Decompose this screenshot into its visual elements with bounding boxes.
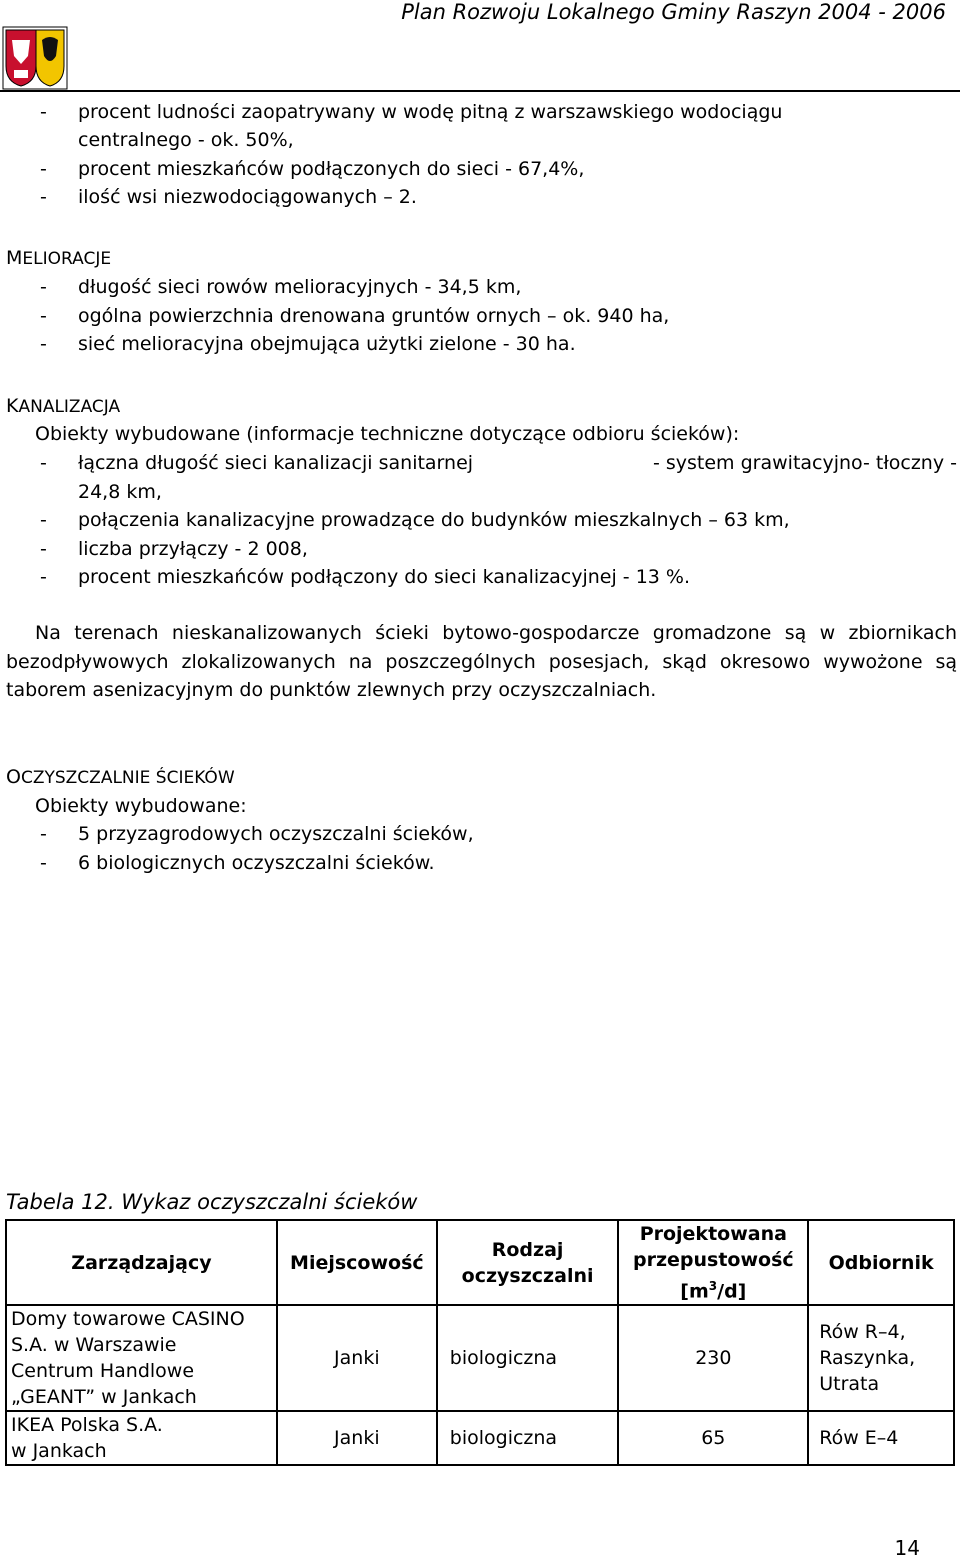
bullet-dash: - [40, 509, 47, 531]
cell-przepustowosc: 230 [618, 1305, 808, 1411]
header-divider [0, 90, 960, 92]
melioracje-item-2: ogólna powierzchnia drenowana gruntów ornych – ok. 940 ha, [78, 305, 670, 327]
header-zarzadzajacy: Zarządzający [6, 1220, 277, 1305]
kanalizacja-item-1: łączna długość sieci kanalizacji sanitarnej [78, 452, 474, 474]
table-row [6, 1411, 954, 1465]
kanalizacja-item-1-system: - system grawitacyjno- tłoczny - [652, 452, 957, 474]
table-caption: Tabela 12. Wykaz oczyszczalni ścieków [6, 1190, 418, 1214]
water-item-1-continued: centralnego - ok. 50%, [78, 129, 294, 151]
header-odbiornik: Odbiornik [808, 1220, 954, 1305]
bullet-dash: - [40, 276, 47, 298]
bullet-dash: - [40, 158, 47, 180]
header-przepustowosc: Projektowana przepustowość $[m^3/d]$ [618, 1220, 808, 1305]
section-heading-kanalizacja: KANALIZACJA [6, 395, 121, 417]
header-rodzaj: Rodzaj oczyszczalni [437, 1220, 619, 1305]
bullet-dash: - [40, 305, 47, 327]
melioracje-item-3: sieć melioracyjna obejmująca użytki zielone - 30 ha. [78, 333, 576, 355]
bullet-dash: - [40, 452, 47, 474]
bullet-dash: - [40, 538, 47, 560]
oczyszczalnie-intro: Obiekty wybudowane: [35, 795, 247, 817]
coat-of-arms-logo [2, 26, 68, 90]
melioracje-item-1: długość sieci rowów melioracyjnych - 34,5 km, [78, 276, 522, 298]
kanalizacja-item-4: procent mieszkańców podłączony do sieci kanalizacyjnej - 13 %. [78, 566, 691, 588]
cell-zarzadzajacy: IKEA Polska S.A. w Jankach [6, 1411, 277, 1465]
kanalizacja-paragraph: Na terenach nieskanalizowanych ścieki bytowo-gospodarcze gromadzone są w zbiornikach bezodpływowych zlokalizowanych na poszczególnych posesjach, skąd okresowo wywożone są taborem asenizacyjnym do punktów zlewnych przy oczyszczalniach. [6, 622, 957, 701]
bullet-dash: - [40, 566, 47, 588]
table-row [6, 1305, 954, 1411]
bullet-dash: - [40, 852, 47, 874]
page-number: 14 [894, 1536, 920, 1560]
bullet-dash: - [40, 186, 47, 208]
cell-miejscowosc: Janki [277, 1411, 437, 1465]
kanalizacja-item-1-continued: 24,8 km, [78, 481, 162, 503]
cell-zarzadzajacy: Domy towarowe CASINO S.A. w Warszawie Centrum Handlowe „GEANT” w Jankach [6, 1305, 277, 1411]
water-item-1: procent ludności zaopatrywany w wodę pitną z warszawskiego wodociągu [78, 101, 783, 123]
section-heading-oczyszczalnie: OCZYSZCZALNIE ŚCIEKÓW [6, 766, 235, 788]
bullet-dash: - [40, 101, 47, 123]
cell-odbiornik: Rów E–4 [808, 1411, 954, 1465]
table-header-row [6, 1220, 954, 1305]
kanalizacja-item-2: połączenia kanalizacyjne prowadzące do budynków mieszkalnych – 63 km, [78, 509, 790, 531]
kanalizacja-intro: Obiekty wybudowane (informacje techniczne dotyczące odbioru ścieków): [35, 423, 740, 445]
document-header-title: Plan Rozwoju Lokalnego Gminy Raszyn 2004 - 2006 [401, 0, 946, 24]
cell-przepustowosc: 65 [618, 1411, 808, 1465]
oczyszczalnie-item-2: 6 biologicznych oczyszczalni ścieków. [78, 852, 435, 874]
cell-miejscowosc: Janki [277, 1305, 437, 1411]
wastewater-plants-table [5, 1219, 955, 1466]
water-item-3: ilość wsi niezwodociągowanych – 2. [78, 186, 417, 208]
bullet-dash: - [40, 823, 47, 845]
bullet-dash: - [40, 333, 47, 355]
cell-rodzaj: biologiczna [437, 1305, 619, 1411]
oczyszczalnie-item-1: 5 przyzagrodowych oczyszczalni ścieków, [78, 823, 474, 845]
water-item-2: procent mieszkańców podłączonych do sieci - 67,4%, [78, 158, 585, 180]
section-heading-melioracje: MELIORACJE [6, 247, 112, 269]
cell-rodzaj: biologiczna [437, 1411, 619, 1465]
header-miejscowosc: Miejscowość [277, 1220, 437, 1305]
kanalizacja-item-3: liczba przyłączy - 2 008, [78, 538, 308, 560]
cell-odbiornik: Rów R–4, Raszynka, Utrata [808, 1305, 954, 1411]
